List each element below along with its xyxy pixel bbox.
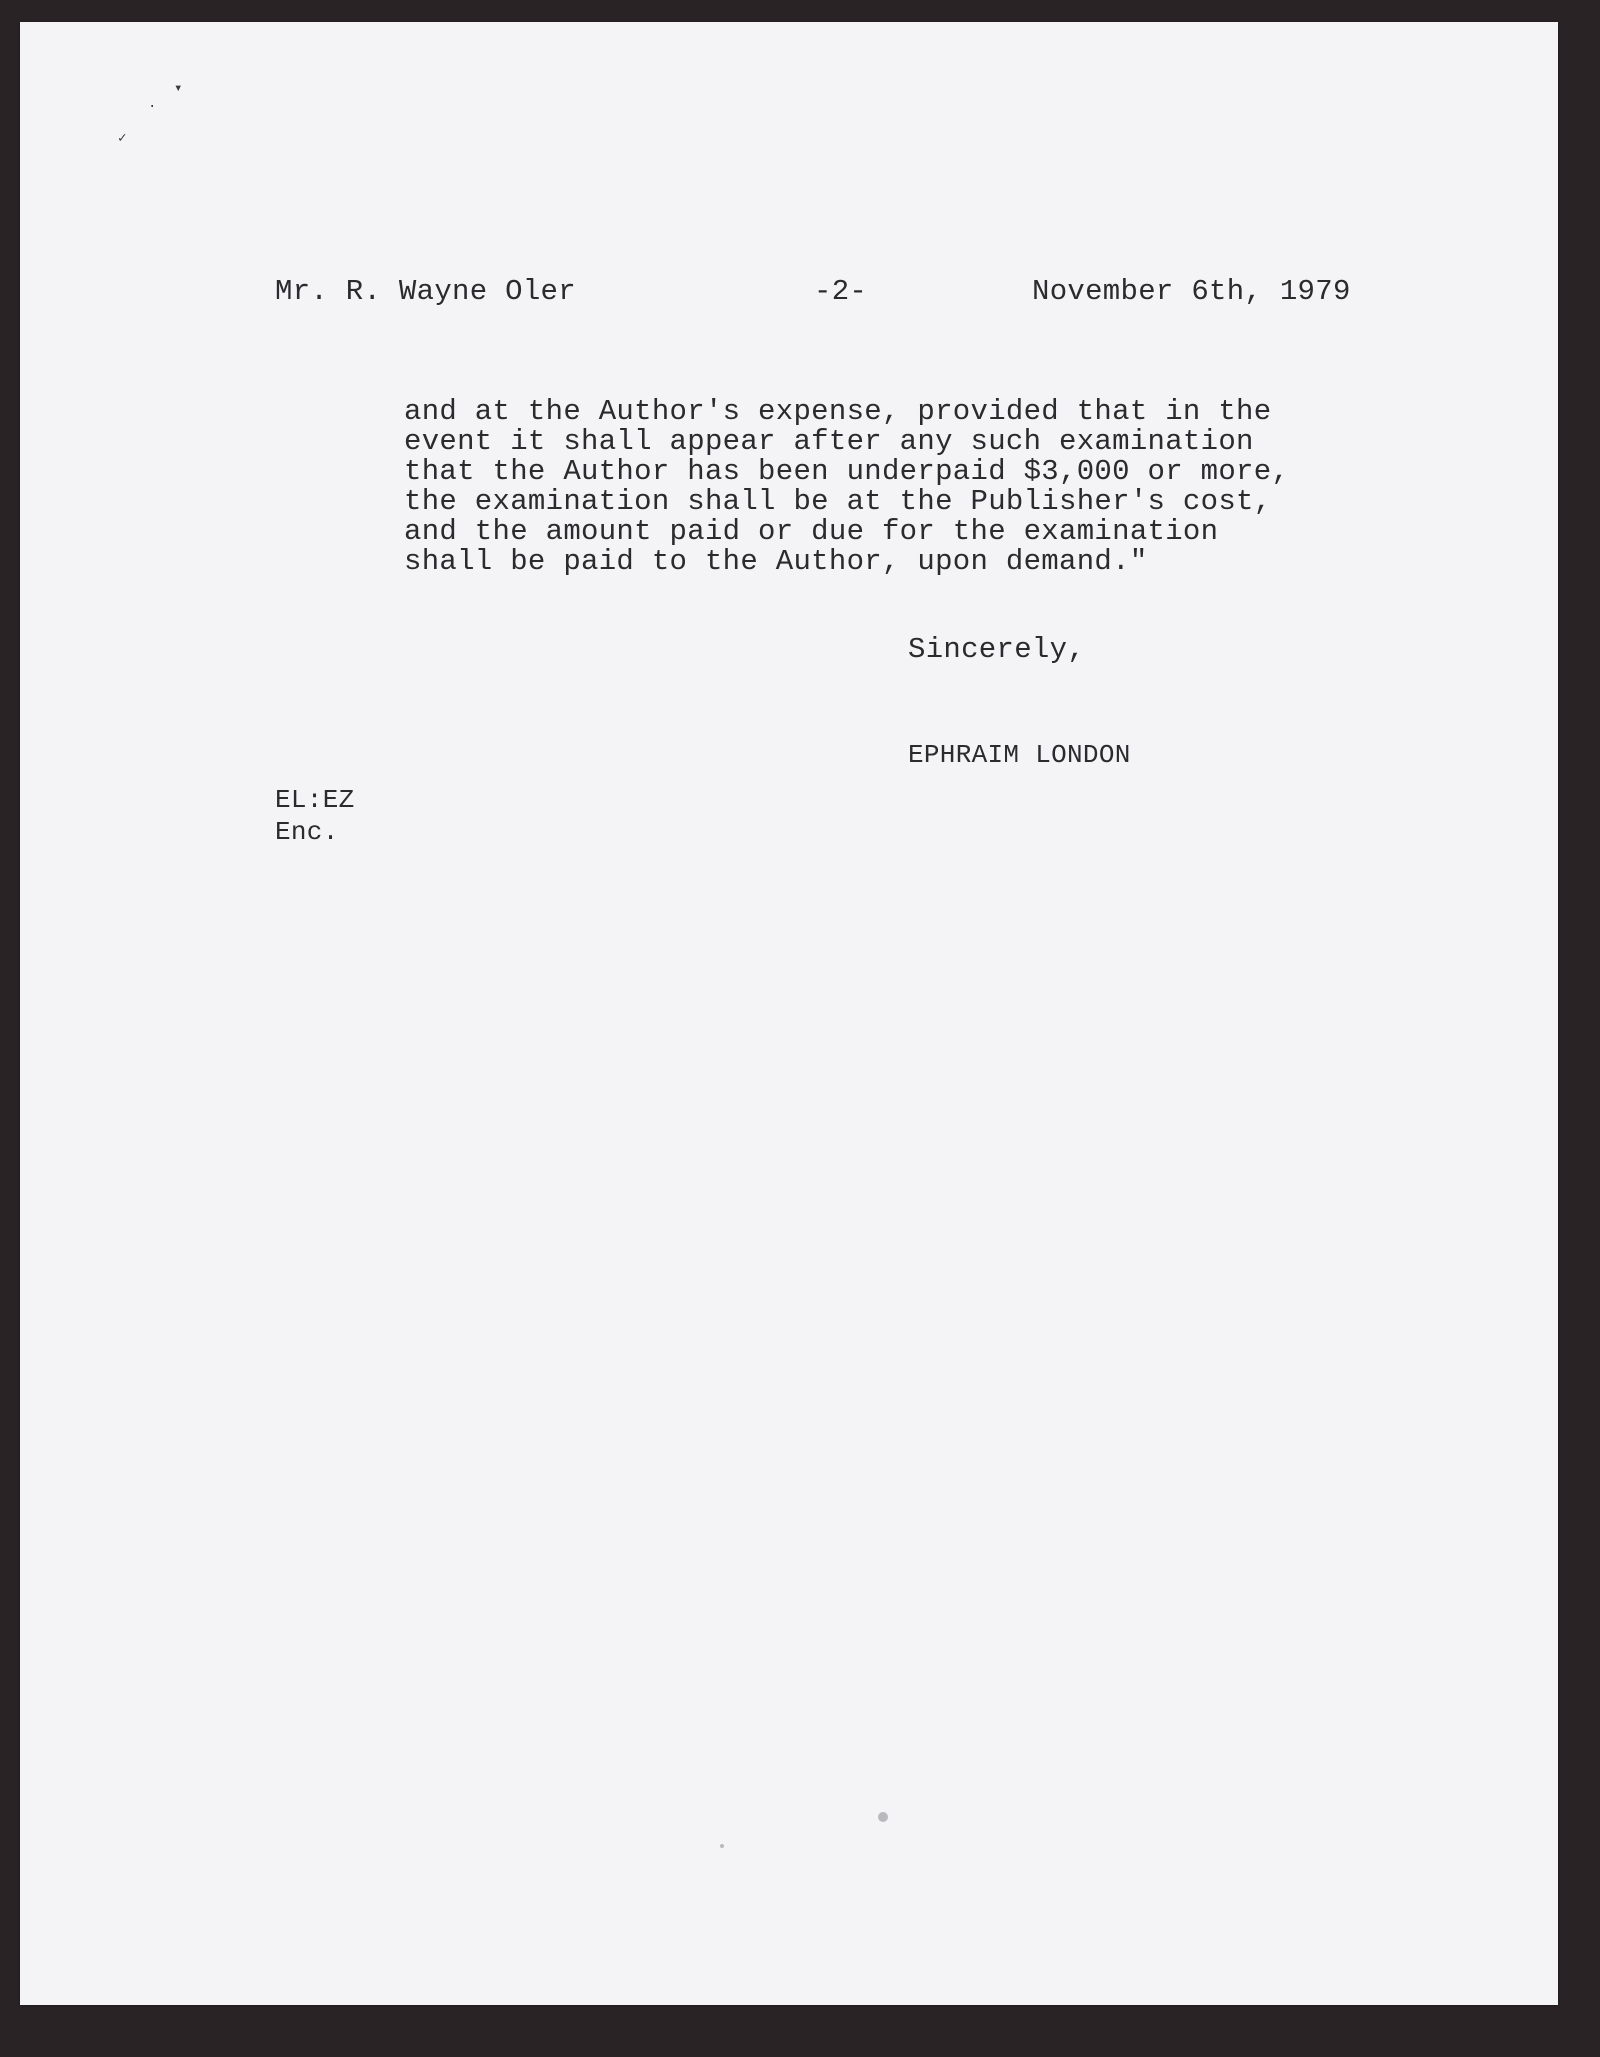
body-line: that the Author has been underpaid $3,000 or more,: [404, 455, 1290, 488]
stray-mark: ▾: [174, 81, 183, 97]
reference-initials: EL:EZ: [275, 785, 355, 815]
header-page-number: -2-: [814, 275, 868, 308]
body-line: and the amount paid or due for the examination: [404, 515, 1219, 548]
header-date: November 6th, 1979: [1032, 275, 1351, 308]
closing-salutation: Sincerely,: [908, 633, 1086, 666]
stray-mark: ✓: [118, 131, 127, 147]
body-line: and at the Author's expense, provided that in the: [404, 395, 1272, 428]
header-recipient: Mr. R. Wayne Oler: [275, 275, 576, 308]
signer-name: EPHRAIM LONDON: [908, 740, 1131, 770]
enclosure-note: Enc.: [275, 817, 339, 847]
body-line: event it shall appear after any such examination: [404, 425, 1254, 458]
stray-mark: ·: [148, 99, 157, 115]
paper-speck: [878, 1812, 888, 1822]
letter-page: [20, 22, 1558, 2005]
paper-speck: [720, 1844, 724, 1848]
body-line: shall be paid to the Author, upon demand.": [404, 545, 1148, 578]
body-line: the examination shall be at the Publisher's cost,: [404, 485, 1272, 518]
